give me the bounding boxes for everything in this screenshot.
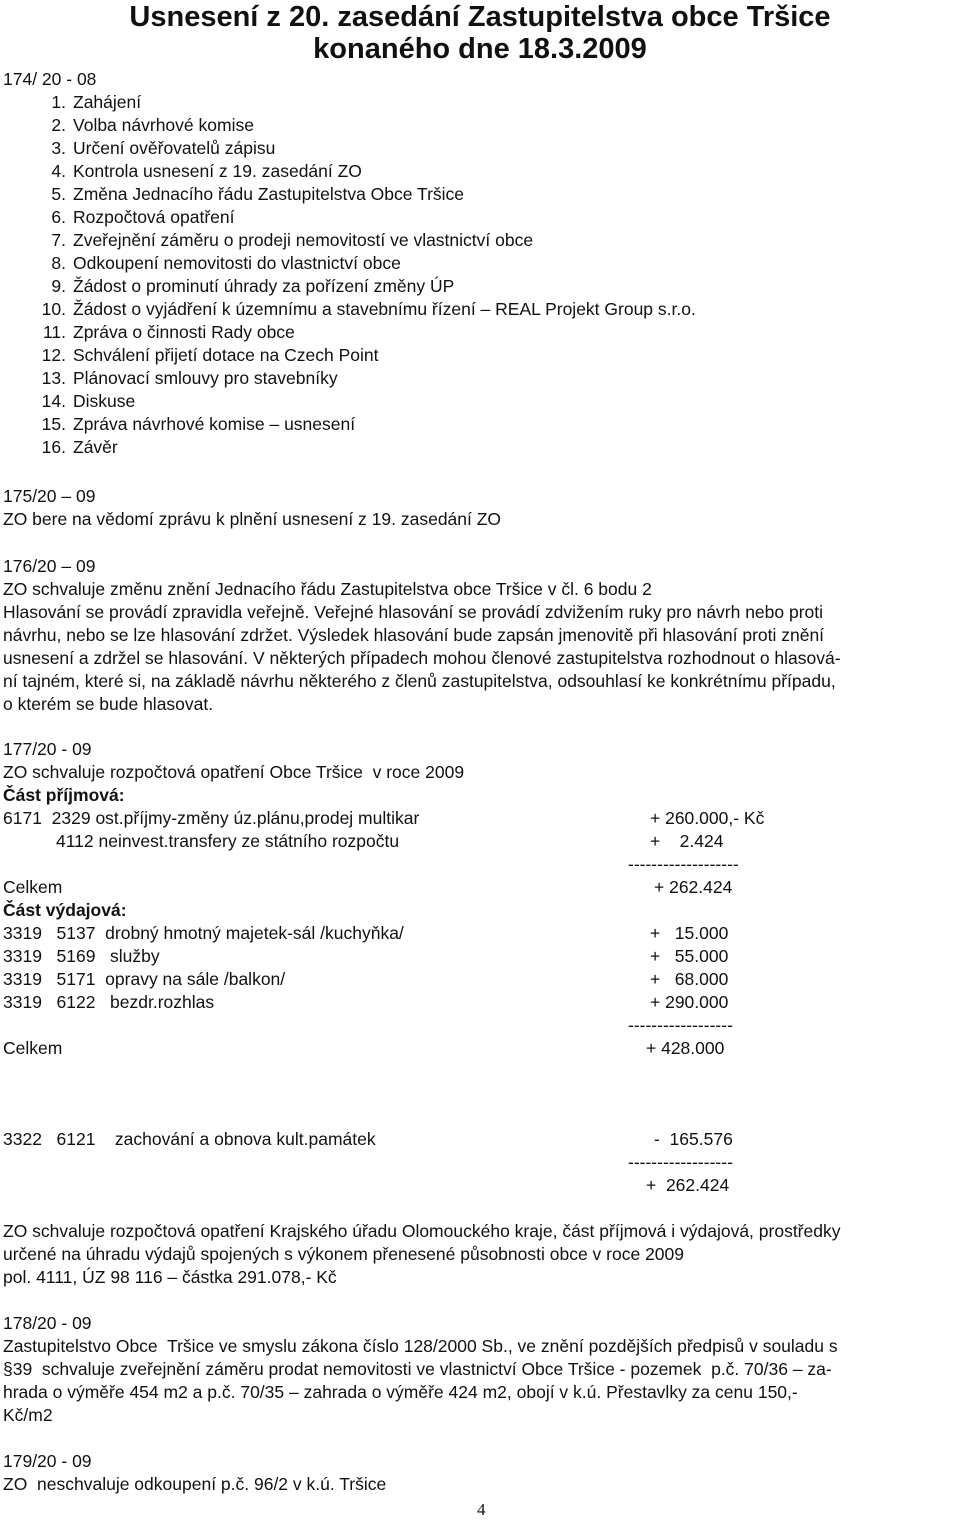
agenda-item-number: 1. <box>51 92 66 112</box>
extra-row-desc: 3322 6121 zachování a obnova kult.památek <box>3 1129 376 1149</box>
extra-total-amount: + 262.424 <box>646 1175 730 1195</box>
agenda-item-text: Odkoupení nemovitosti do vlastnictví obce <box>73 253 401 273</box>
expense-total-amount: + 428.000 <box>646 1038 725 1058</box>
page-title-line-1: Usnesení z 20. zasedání Zastupitelstva obce Tršice <box>129 1 831 33</box>
agenda-item-number: 2. <box>51 115 66 135</box>
income-total-amount: + 262.424 <box>654 877 733 897</box>
expense-row-desc: 3319 6122 bezdr.rozhlas <box>3 992 215 1012</box>
resolution-176-line: usnesení a zdržel se hlasování. V některých případech mohou členové zastupitelstva rozhodnout o hlasová- <box>3 648 841 668</box>
agenda-item-text: Plánovací smlouvy pro stavebníky <box>73 368 338 388</box>
income-row-desc: 6171 2329 ost.příjmy-změny úz.plánu,prodej multikar <box>3 808 420 828</box>
income-row-amount: + 260.000,- Kč <box>650 808 765 828</box>
expense-row-amount: + 15.000 <box>650 923 729 943</box>
expense-row-desc: 3319 5169 služby <box>3 946 160 966</box>
expense-heading: Část výdajová: <box>3 900 127 920</box>
resolution-179-id: 179/20 - 09 <box>3 1451 92 1471</box>
agenda-item-number: 12. <box>41 345 66 365</box>
expense-total-label: Celkem <box>3 1038 63 1058</box>
resolution-178-id: 178/20 - 09 <box>3 1313 92 1333</box>
agenda-item-number: 5. <box>51 184 66 204</box>
expense-row-amount: + 68.000 <box>650 969 729 989</box>
expense-row-amount: + 55.000 <box>650 946 729 966</box>
resolution-174-id: 174/ 20 - 08 <box>3 69 97 89</box>
resolution-176-line: o kterém se bude hlasovat. <box>3 694 214 714</box>
regional-line: ZO schvaluje rozpočtová opatření Krajského úřadu Olomouckého kraje, část příjmová i výdajová, prostředky <box>3 1221 841 1241</box>
resolution-176-line: návrhu, nebo se lze hlasování zdržet. Výsledek hlasování bude zapsán jmenovitě při hlasování proti znění <box>3 625 825 645</box>
page-number: 4 <box>477 1500 486 1519</box>
agenda-item-number: 6. <box>51 207 66 227</box>
agenda-item-number: 8. <box>51 253 66 273</box>
expense-row-desc: 3319 5137 drobný hmotný majetek-sál /kuchyňka/ <box>3 923 404 943</box>
agenda-item-text: Změna Jednacího řádu Zastupitelstva Obce Tršice <box>73 184 465 204</box>
expense-sum-rule: ------------------ <box>628 1015 733 1035</box>
regional-line: pol. 4111, ÚZ 98 116 – částka 291.078,- Kč <box>3 1267 337 1287</box>
agenda-item-text: Kontrola usnesení z 19. zasedání ZO <box>73 161 362 181</box>
agenda-item-number: 13. <box>41 368 66 388</box>
resolution-175-text: ZO bere na vědomí zprávu k plnění usnesení z 19. zasedání ZO <box>3 509 502 529</box>
resolution-178-line: hrada o výměře 454 m2 a p.č. 70/35 – zahrada o výměře 424 m2, obojí v k.ú. Přestavlky za cenu 150,- <box>3 1382 798 1402</box>
agenda-item-text: Schválení přijetí dotace na Czech Point <box>73 345 379 365</box>
agenda-item-text: Rozpočtová opatření <box>73 207 235 227</box>
agenda-item-number: 4. <box>51 161 66 181</box>
agenda-item-text: Určení ověřovatelů zápisu <box>73 138 276 158</box>
agenda-item-number: 10. <box>41 299 66 319</box>
agenda-item-text: Žádost o vyjádření k územnímu a stavebnímu řízení – REAL Projekt Group s.r.o. <box>73 299 696 319</box>
agenda-item-text: Závěr <box>73 437 118 457</box>
income-total-label: Celkem <box>3 877 63 897</box>
agenda-item-number: 7. <box>51 230 66 250</box>
agenda-item-text: Zahájení <box>73 92 142 112</box>
agenda-item-number: 14. <box>41 391 66 411</box>
agenda-item-text: Zpráva návrhové komise – usnesení <box>73 414 356 434</box>
extra-sum-rule: ------------------ <box>628 1152 733 1172</box>
agenda-item-text: Zveřejnění záměru o prodeji nemovitostí ve vlastnictví obce <box>73 230 534 250</box>
resolution-178-line: §39 schvaluje zveřejnění záměru prodat nemovitosti ve vlastnictví Obce Tršice - pozemek p.č. 70/36 – za- <box>3 1359 832 1379</box>
resolution-176-id: 176/20 – 09 <box>3 556 96 576</box>
agenda-item-number: 15. <box>41 414 66 434</box>
extra-row-amount: - 165.576 <box>654 1129 733 1149</box>
agenda-item-number: 11. <box>42 322 66 342</box>
agenda-item-number: 16. <box>41 437 66 457</box>
income-heading: Část příjmová: <box>3 785 125 805</box>
resolution-177-id: 177/20 - 09 <box>3 739 92 759</box>
income-sum-rule: ------------------- <box>628 854 739 874</box>
resolution-176-line: Hlasování se provádí zpravidla veřejně. Veřejné hlasování se provádí zdvižením ruky pro návrh nebo proti <box>3 602 824 622</box>
agenda-item-text: Zpráva o činnosti Rady obce <box>73 322 295 342</box>
resolution-179-text: ZO neschvaluje odkoupení p.č. 96/2 v k.ú. Tršice <box>3 1474 387 1494</box>
expense-row-desc: 3319 5171 opravy na sále /balkon/ <box>3 969 286 989</box>
resolution-178-line: Kč/m2 <box>3 1405 53 1425</box>
agenda-item-number: 3. <box>51 138 66 158</box>
page-title-line-2: konaného dne 18.3.2009 <box>313 33 647 65</box>
resolution-178-line: Zastupitelstvo Obce Tršice ve smyslu zákona číslo 128/2000 Sb., ve znění pozdějších předpisů v souladu s <box>3 1336 838 1356</box>
resolution-177-intro: ZO schvaluje rozpočtová opatření Obce Tršice v roce 2009 <box>3 762 465 782</box>
resolution-175-id: 175/20 – 09 <box>3 486 96 506</box>
income-row-desc: 4112 neinvest.transfery ze státního rozpočtu <box>56 831 400 851</box>
income-row-amount: + 2.424 <box>650 831 724 851</box>
resolution-176-line: ní tajném, které si, na základě návrhu některého z členů zastupitelstva, odsouhlasí ke konkrétnímu případu, <box>3 671 836 691</box>
agenda-item-text: Žádost o prominutí úhrady za pořízení změny ÚP <box>73 276 455 296</box>
agenda-item-text: Diskuse <box>73 391 136 411</box>
agenda-item-number: 9. <box>51 276 66 296</box>
expense-row-amount: + 290.000 <box>650 992 729 1012</box>
resolution-176-line: ZO schvaluje změnu znění Jednacího řádu Zastupitelstva obce Tršice v čl. 6 bodu 2 <box>3 579 652 599</box>
agenda-item-text: Volba návrhové komise <box>73 115 254 135</box>
regional-line: určené na úhradu výdajů spojených s výkonem přenesené působnosti obce v roce 2009 <box>3 1244 684 1264</box>
